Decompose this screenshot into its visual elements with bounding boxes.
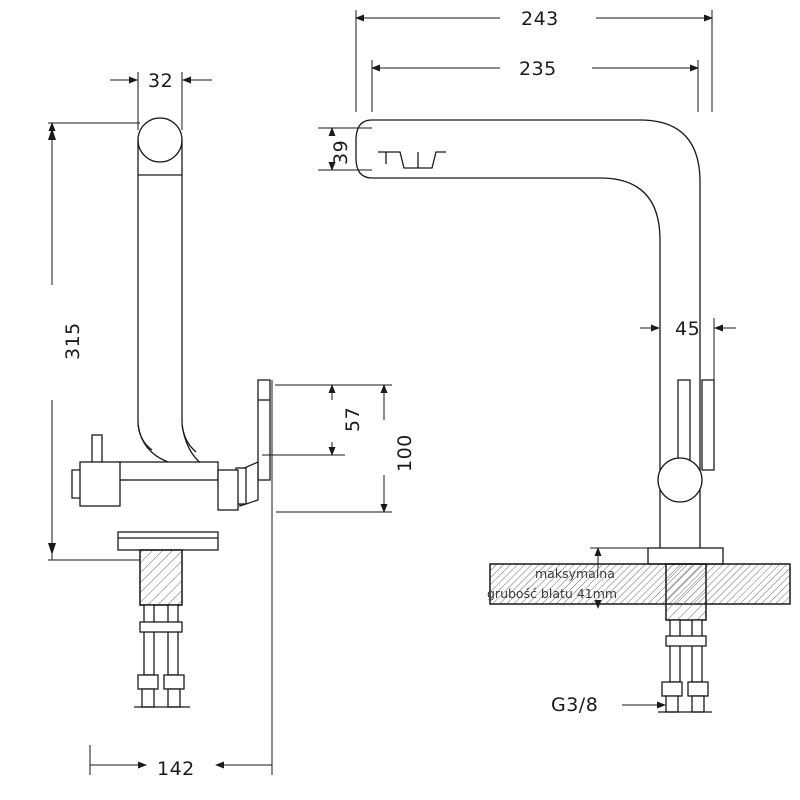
dimension-label-45: 45 bbox=[675, 318, 701, 340]
right-faucet-view bbox=[356, 120, 790, 712]
note-line-2: grubość blatu 41mm bbox=[487, 586, 618, 601]
dimension-label-315: 315 bbox=[62, 322, 84, 360]
dimension-label-235: 235 bbox=[519, 58, 557, 80]
dimension-label-100: 100 bbox=[394, 434, 416, 472]
left-faucet-view bbox=[72, 118, 270, 707]
dimension-label-243: 243 bbox=[521, 8, 559, 30]
dimension-label-57: 57 bbox=[342, 406, 364, 432]
dimension-label-142: 142 bbox=[157, 758, 195, 780]
note-line-1: maksymalna bbox=[535, 566, 615, 581]
dimension-label-32: 32 bbox=[148, 70, 174, 92]
thread-label-g38: G3/8 bbox=[551, 694, 599, 716]
dimension-label-39: 39 bbox=[330, 139, 352, 165]
